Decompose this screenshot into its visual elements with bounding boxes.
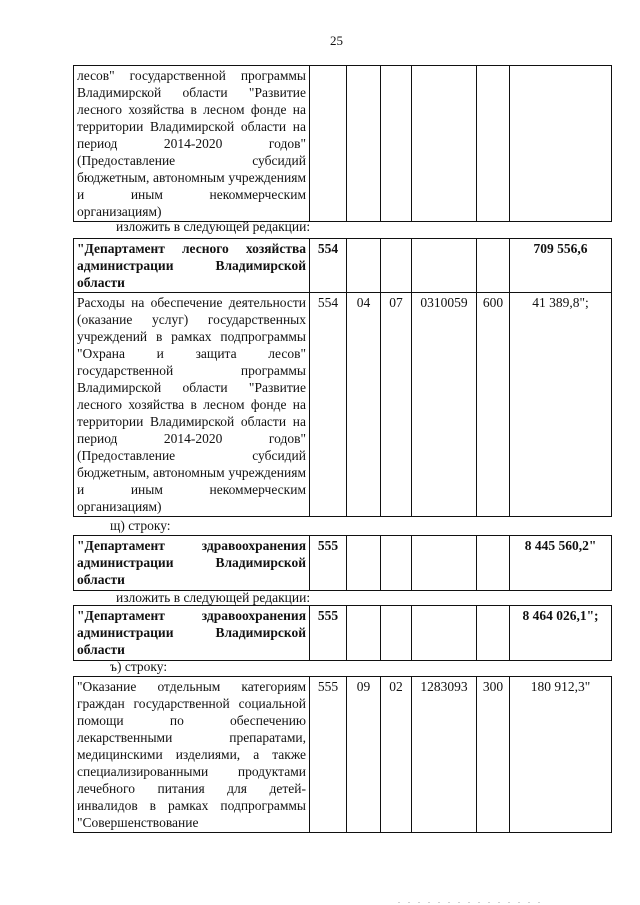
cell-subsection bbox=[381, 239, 412, 293]
table-row bbox=[74, 293, 612, 517]
instruction-text: изложить в следующей редакции: bbox=[116, 590, 311, 605]
cell-subsection bbox=[381, 536, 412, 591]
row-description: "Оказание отдельным категориям граждан государственной социальной помощи по обеспечению лекарственными препаратами, медицинскими изделиями, а также специализированными продуктами лечебного питания для детей-инвалидов в рамках подпрограммы "Совершенствование bbox=[74, 677, 310, 833]
table-row bbox=[74, 536, 612, 591]
cell-code: 555 bbox=[310, 677, 347, 833]
cell-expense-type: 600 bbox=[477, 293, 510, 517]
instruction-text: изложить в следующей редакции: bbox=[116, 219, 311, 234]
cell-section bbox=[347, 66, 381, 222]
cell-code: 554 bbox=[310, 293, 347, 517]
cell-sum: 180 912,3" bbox=[510, 677, 612, 833]
cell-code: 555 bbox=[310, 536, 347, 591]
instruction-text: ъ) строку: bbox=[110, 659, 168, 674]
page-number: 25 bbox=[330, 33, 343, 48]
cell-sum: 41 389,8"; bbox=[510, 293, 612, 517]
table-row bbox=[74, 677, 612, 833]
cell-subsection bbox=[381, 606, 412, 661]
table-row bbox=[74, 239, 612, 293]
cell-section: 04 bbox=[347, 293, 381, 517]
department-name: "Департамент здравоохранения администрации Владимирской области bbox=[74, 536, 310, 591]
cell-target bbox=[412, 66, 477, 222]
cell-expense-type bbox=[477, 66, 510, 222]
cell-sum: 8 445 560,2" bbox=[510, 536, 612, 591]
cell-sum bbox=[510, 66, 612, 222]
cell-target: 1283093 bbox=[412, 677, 477, 833]
cell-code bbox=[310, 66, 347, 222]
cell-code: 554 bbox=[310, 239, 347, 293]
cell-expense-type: 300 bbox=[477, 677, 510, 833]
cell-target: 0310059 bbox=[412, 293, 477, 517]
cell-section: 09 bbox=[347, 677, 381, 833]
cell-code: 555 bbox=[310, 606, 347, 661]
table-row bbox=[74, 66, 612, 222]
cell-subsection: 07 bbox=[381, 293, 412, 517]
cell-expense-type bbox=[477, 536, 510, 591]
cell-sum: 709 556,6 bbox=[510, 239, 612, 293]
cell-sum: 8 464 026,1"; bbox=[510, 606, 612, 661]
cell-subsection bbox=[381, 66, 412, 222]
cell-subsection: 02 bbox=[381, 677, 412, 833]
cell-target bbox=[412, 239, 477, 293]
budget-table-social bbox=[73, 676, 612, 833]
instruction-text: щ) строку: bbox=[110, 518, 171, 533]
cell-target bbox=[412, 536, 477, 591]
table-row bbox=[74, 606, 612, 661]
row-description: лесов" государственной программы Владимирской области "Развитие лесного хозяйства в лесном фонде на территории Владимирской области на период 2014-2020 годов" (Предоставление субсидий бюджетным, автономным учреждениям и иным некоммерческим организациям) bbox=[74, 66, 310, 222]
department-name: "Департамент здравоохранения администрации Владимирской области bbox=[74, 606, 310, 661]
cell-expense-type bbox=[477, 239, 510, 293]
budget-table-health-new bbox=[73, 605, 612, 661]
cell-expense-type bbox=[477, 606, 510, 661]
row-description: Расходы на обеспечение деятельности (оказание услуг) государственных учреждений в рамках подпрограммы "Охрана и защита лесов" государственной программы Владимирской области "Развитие лесного хозяйства в лесном фонде на территории Владимирской области на период 2014-2020 годов" (Предоставление субсидий бюджетным, автономным учреждениям и иным некоммерческим организациям) bbox=[74, 293, 310, 517]
department-name: "Департамент лесного хозяйства администрации Владимирской области bbox=[74, 239, 310, 293]
cell-target bbox=[412, 606, 477, 661]
cell-section bbox=[347, 606, 381, 661]
budget-table-forestry bbox=[73, 238, 612, 517]
cell-section bbox=[347, 239, 381, 293]
budget-table-continuation bbox=[73, 65, 612, 222]
cell-section bbox=[347, 536, 381, 591]
budget-table-health-old bbox=[73, 535, 612, 591]
scan-artifact: . . . . . . . . . . . . . . . bbox=[398, 896, 543, 905]
